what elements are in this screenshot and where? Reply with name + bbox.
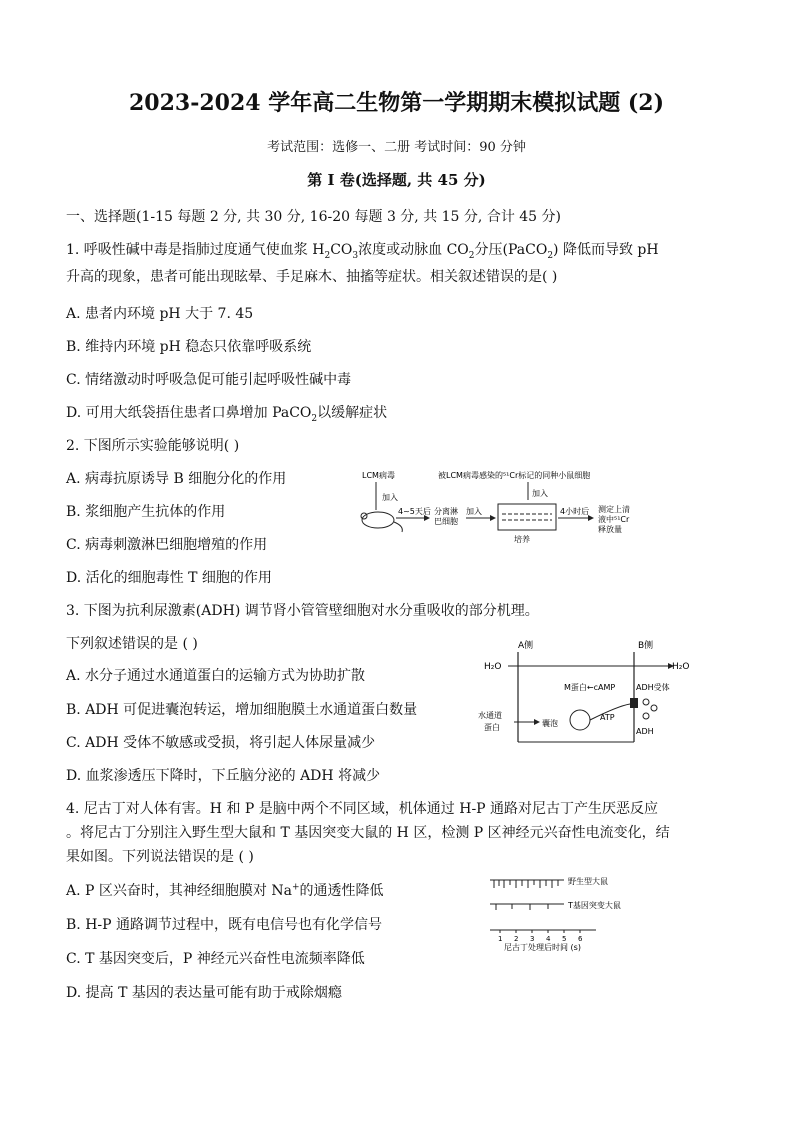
q1-option-d: D. 可用大纸袋捂住患者口鼻增加 PaCO$_2$以缓解症状 — [66, 405, 388, 424]
fig3-h2o-right: H₂O — [672, 662, 690, 672]
fig3-m-protein: M蛋白←cAMP — [564, 683, 616, 692]
q2-stem: 2. 下图所示实验能够说明( ) — [66, 438, 240, 454]
q4-option-c: C. T 基因突变后，P 神经元兴奋性电流频率降低 — [66, 951, 365, 967]
fig2-virus-label: LCM病毒 — [362, 471, 395, 480]
fig4-xlabel: 尼古丁处理后时间 (s) — [504, 943, 581, 952]
fig4-tick-label: 4 — [546, 935, 551, 943]
q4-stem-line3: 果如图。下列说法错误的是 ( ) — [66, 849, 254, 865]
q3-option-a: A. 水分子通过水通道蛋白的运输方式为协助扩散 — [66, 668, 366, 684]
q1-option-a: A. 患者内环境 pH 大于 7. 45 — [66, 306, 254, 322]
fig4-tick-label: 1 — [498, 935, 503, 943]
fig3-atp: ATP — [600, 713, 615, 722]
q4-option-b: B. H-P 通路调节过程中，既有电信号也有化学信号 — [66, 917, 382, 933]
q1-option-c: C. 情绪激动时呼吸急促可能引起呼吸性碱中毒 — [66, 372, 352, 388]
section-heading: 一、选择题(1-15 每题 2 分, 共 30 分, 16-20 每题 3 分, 共 15 分, 合计 45 分) — [66, 209, 561, 225]
q2-experiment-figure — [352, 462, 662, 552]
fig3-side-b: B侧 — [638, 641, 654, 651]
fig2-add1: 加入 — [382, 493, 398, 502]
fig4-tick-label: 3 — [530, 935, 535, 943]
fig3-side-a: A侧 — [518, 641, 534, 651]
fig2-days: 4~5天后 — [398, 507, 431, 516]
fig2-infected-label: 被LCM病毒感染的⁵¹Cr标记的同种小鼠细胞 — [438, 471, 591, 480]
q3-option-d: D. 血浆渗透压下降时，下丘脑分泌的 ADH 将减少 — [66, 768, 381, 784]
culture-dish — [498, 504, 556, 530]
fig4-mutant-label: T基因突变大鼠 — [568, 901, 621, 910]
fig3-channel2: 蛋白 — [484, 723, 500, 732]
fig2-add3: 加入 — [466, 507, 482, 516]
fig2-measure2: 液中⁵¹Cr — [598, 515, 630, 524]
q3-stem-line2: 下列叙述错误的是 ( ) — [66, 636, 198, 652]
vesicle-shape — [570, 710, 590, 730]
q3-option-c: C. ADH 受体不敏感或受损，将引起人体尿量减少 — [66, 735, 376, 751]
fig4-wild-label: 野生型大鼠 — [568, 877, 608, 886]
q1-stem-line2: 升高的现象，患者可能出现眩晕、手足麻木、抽搐等症状。相关叙述错误的是( ) — [66, 269, 558, 285]
fig4-tick-label: 5 — [562, 935, 567, 943]
q1-stem: 1. 呼吸性碱中毒是指肺过度通气使血浆 $H_2CO_3$浓度或动脉血 $CO_2$分压(PaCO$_2$) 降低而导致 pH — [66, 242, 659, 261]
mouse-icon — [361, 512, 402, 532]
fig3-channel1: 水通道 — [478, 711, 502, 720]
fig2-culture: 培养 — [514, 535, 530, 544]
q4-stem: 4. 尼古丁对人体有害。H 和 P 是脑中两个不同区域，机体通过 H-P 通路对尼古丁产生厌恶反应 — [66, 801, 659, 817]
q4-option-a: A. P 区兴奋时，其神经细胞膜对 Na+的通透性降低 — [66, 882, 384, 899]
fig2-separate1: 分离淋 — [434, 507, 458, 516]
q4-current-figure — [486, 872, 626, 954]
q3-stem: 3. 下图为抗利尿激素(ADH) 调节肾小管管壁细胞对水分重吸收的部分机理。 — [66, 603, 539, 619]
fig3-vesicle: 囊泡 — [542, 719, 558, 728]
fig4-tick-label: 6 — [578, 935, 583, 943]
q2-option-d: D. 活化的细胞毒性 T 细胞的作用 — [66, 570, 272, 586]
fig2-measure1: 测定上清 — [598, 505, 630, 514]
q4-stem-line2: 。将尼古丁分别注入野生型大鼠和 T 基因突变大鼠的 H 区，检测 P 区神经元兴奋性电流变化，结 — [66, 825, 670, 841]
q3-option-b: B. ADH 可促进囊泡转运，增加细胞膜土水通道蛋白数量 — [66, 702, 418, 718]
fig4-tick-label: 2 — [514, 935, 519, 943]
fig3-adh: ADH — [636, 727, 654, 736]
q3-kidney-cell-figure — [478, 636, 704, 748]
fig3-receptor: ADH受体 — [636, 683, 670, 692]
part-heading: 第 I 卷(选择题, 共 45 分) — [307, 171, 486, 189]
fig3-h2o-left: H₂O — [484, 662, 502, 672]
fig2-separate2: 巴细胞 — [434, 517, 458, 526]
q1-option-b: B. 维持内环境 pH 稳态只依靠呼吸系统 — [66, 339, 312, 355]
exam-info: 考试范围：选修一、二册 考试时间：90 分钟 — [267, 140, 526, 155]
q2-option-c: C. 病毒刺激淋巴细胞增殖的作用 — [66, 537, 268, 553]
q2-option-a: A. 病毒抗原诱导 B 细胞分化的作用 — [66, 471, 287, 487]
q4-option-d: D. 提高 T 基因的表达量可能有助于戒除烟瘾 — [66, 985, 342, 1001]
fig2-hours: 4小时后 — [560, 507, 590, 516]
q2-option-b: B. 浆细胞产生抗体的作用 — [66, 504, 226, 520]
adh-receptor-shape — [630, 698, 638, 708]
page-title: 2023-2024 学年高二生物第一学期期末模拟试题 (2) — [128, 90, 665, 116]
fig2-add2: 加入 — [532, 489, 548, 498]
fig2-measure3: 释放量 — [598, 525, 622, 534]
